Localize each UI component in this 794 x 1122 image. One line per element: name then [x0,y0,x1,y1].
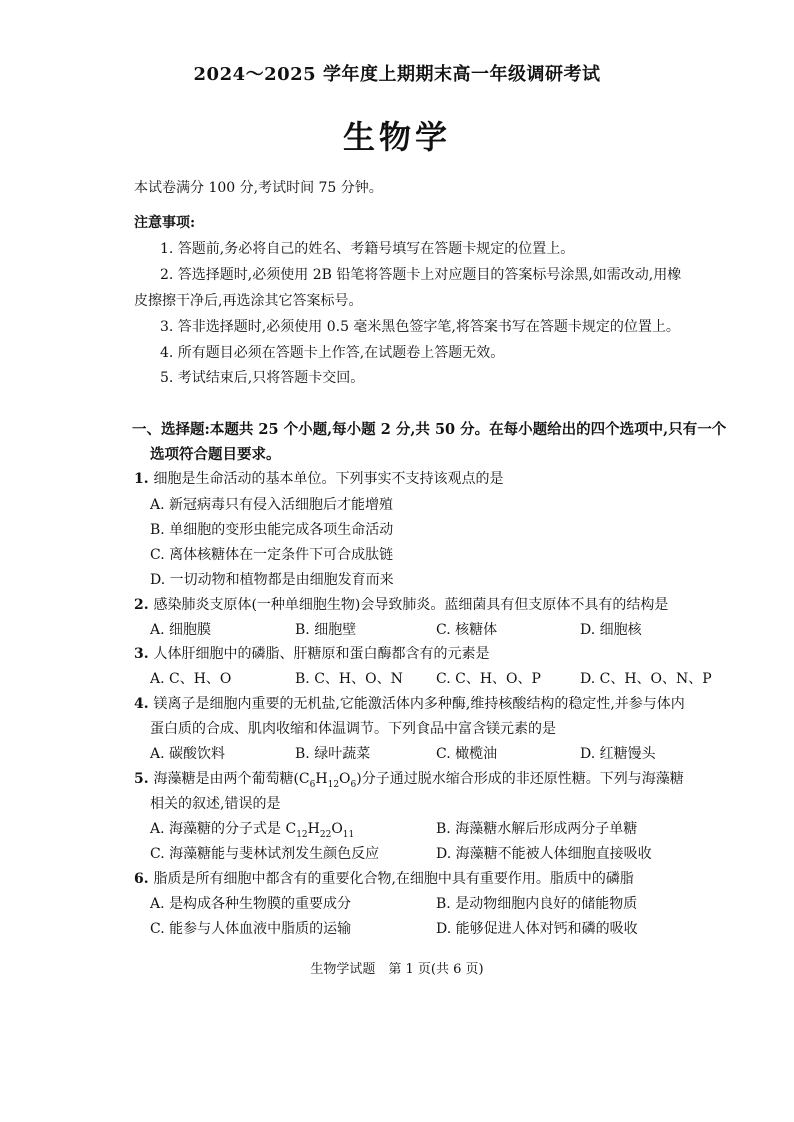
section-heading-continued: 选项符合题目要求。 [150,446,281,463]
option-b: B. 单细胞的变形虫能完成各项生命活动 [150,522,394,538]
subject-title: 生物学 [342,118,451,156]
option-b: B. C、H、O、N [295,671,403,687]
option-c: C. 橄榄油 [436,746,498,762]
option-b: B. 海藻糖水解后形成两分子单糖 [436,821,638,837]
question-stem-continued: 相关的叙述,错误的是 [150,796,281,812]
page-footer: 生物学试题 第 1 页(共 6 页) [310,962,484,977]
question-number: 2. [134,597,149,613]
question-number: 1. [134,471,149,487]
formula-subscript: 6 [350,779,357,790]
note-item: 5. 考试结束后,只将答题卡交回。 [160,370,365,386]
option-a: A. 细胞膜 [150,622,212,638]
note-item: 3. 答非选择题时,必须使用 0.5 毫米黑色签字笔,将答案书写在答题卡规定的位置上。 [160,319,680,335]
question-number: 5. [134,771,149,787]
note-item: 4. 所有题目必须在答题卡上作答,在试题卷上答题无效。 [160,345,505,361]
option-c: C. 核糖体 [436,622,498,638]
question-4 [134,693,685,713]
exam-intro: 本试卷满分 100 分,考试时间 75 分钟。 [134,180,383,196]
note-item: 1. 答题前,务必将自己的姓名、考籍号填写在答题卡规定的位置上。 [160,241,575,257]
option-a: A. 新冠病毒只有侵入活细胞后才能增殖 [150,497,394,513]
question-2 [134,594,668,614]
formula-subscript: 11 [342,829,355,840]
question-5 [134,768,684,790]
option-c: C. 离体核糖体在一定条件下可合成肽链 [150,547,394,563]
question-1 [134,468,503,488]
question-stem: 人体肝细胞中的磷脂、肝糖原和蛋白酶都含有的元素是 [153,646,490,662]
question-stem: 感染肺炎支原体(一种单细胞生物)会导致肺炎。蓝细菌具有但支原体不具有的结构是 [153,597,669,613]
formula-element: O [339,771,351,787]
question-stem: 细胞是生命活动的基本单位。下列事实不支持该观点的是 [153,471,504,487]
option-a: A. 碳酸饮料 [150,746,226,762]
option-a [150,818,354,840]
option-b: B. 细胞壁 [295,622,357,638]
formula-subscript: 12 [327,779,340,790]
option-a: A. C、H、O [150,671,232,687]
option-c: C. 能参与人体血液中脂质的运输 [150,921,352,937]
question-number: 6. [134,871,149,887]
question-6 [134,868,634,888]
notes-title: 注意事项: [134,215,196,231]
option-a: A. 是构成各种生物膜的重要成分 [150,896,352,912]
question-3 [134,643,489,663]
formula-element: H [315,771,328,787]
formula-subscript: 12 [296,829,308,840]
question-number: 3. [134,646,149,662]
option-d: D. 海藻糖不能被人体细胞直接吸收 [436,846,652,862]
question-stem: 镁离子是细胞内重要的无机盐,它能激活体内多种酶,维持核酸结构的稳定性,并参与体内 [153,696,685,712]
option-d: D. 细胞核 [580,622,642,638]
option-c: C. 海藻糖能与斐林试剂发生颜色反应 [150,846,380,862]
question-stem: )分子通过脱水缩合形成的非还原性糖。下列与海藻糖 [356,771,684,787]
option-d: D. 一切动物和植物都是由细胞发育而来 [150,572,394,588]
formula-element: O [331,821,343,837]
section-heading: 一、选择题:本题共 25 个小题,每小题 2 分,共 50 分。在每小题给出的四个选项中,只有一个 [132,421,727,438]
question-stem: 脂质是所有细胞中都含有的重要化合物,在细胞中具有重要作用。脂质中的磷脂 [153,871,634,887]
option-d: D. 能够促进人体对钙和磷的吸收 [436,921,638,937]
option-b: B. 绿叶蔬菜 [295,746,371,762]
question-stem-continued: 蛋白质的合成、肌肉收缩和体温调节。下列食品中富含镁元素的是 [150,721,556,737]
note-item: 2. 答选择题时,必须使用 2B 铅笔将答题卡上对应题目的答案标号涂黑,如需改动,用橡 [160,267,682,283]
option-c: C. C、H、O、P [436,671,541,687]
question-stem: 海藻糖是由两个葡萄糖(C [153,771,310,787]
formula-subscript: 6 [309,779,316,790]
option-d: D. 红糖馒头 [580,746,656,762]
option-a-text: A. 海藻糖的分子式是 C [150,821,297,837]
note-item-continued: 皮擦擦干净后,再选涂其它答案标号。 [134,293,363,309]
option-b: B. 是动物细胞内良好的储能物质 [436,896,638,912]
option-d: D. C、H、O、N、P [580,671,712,687]
formula-element: H [307,821,320,837]
exam-title: 2024～2025 学年度上期期末高一年级调研考试 [193,64,601,85]
formula-subscript: 22 [319,829,332,840]
question-number: 4. [134,696,149,712]
